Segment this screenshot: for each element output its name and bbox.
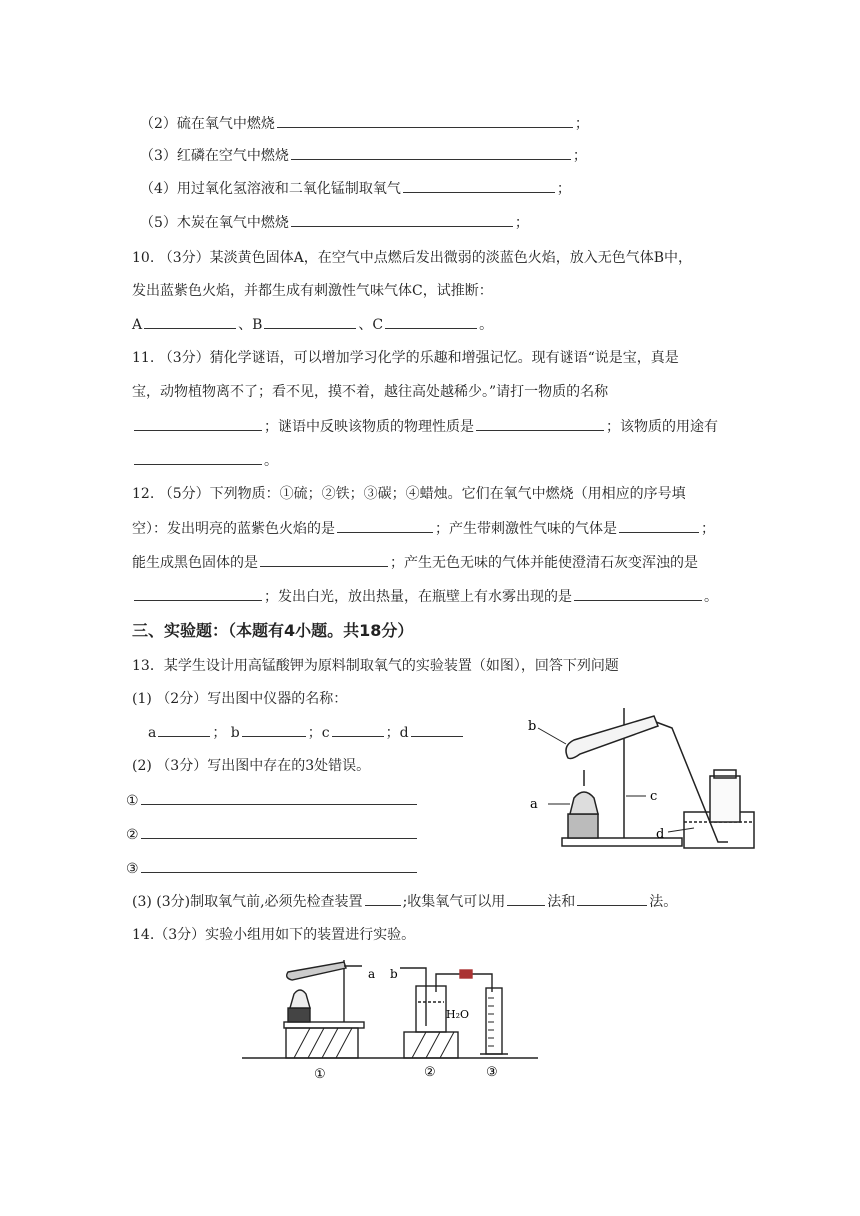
q12-line1: 12. （5分）下列物质：①硫；②铁；③碳；④蜡烛。它们在氧气中燃烧（用相应的序号填 xyxy=(132,486,686,502)
alcohol-lamp-2 xyxy=(290,990,310,1008)
answer-blank[interactable] xyxy=(337,518,433,533)
q11-line2: 宝，动物植物离不了；看不见，摸不着，越往高处越稀少。”请打一物质的名称 xyxy=(132,384,609,400)
stand-base-1 xyxy=(284,1022,364,1028)
q11-line4: 。 xyxy=(132,450,278,471)
q13-stem: 13．某学生设计用高锰酸钾为原料制取氧气的实验装置（如图），回答下列问题 xyxy=(132,658,619,674)
q13-error-1: ① xyxy=(126,790,419,811)
answer-blank[interactable] xyxy=(507,891,545,906)
hatching-1 xyxy=(294,1028,352,1058)
answer-blank[interactable] xyxy=(134,586,262,601)
block-2 xyxy=(404,1032,458,1058)
q13-error-3: ③ xyxy=(126,858,419,879)
section-title: 三、实验题：（本题有4小题。共18分） xyxy=(132,621,414,640)
fig-label-a: a xyxy=(368,967,376,981)
answer-blank-c[interactable] xyxy=(385,314,477,329)
q12-line3: 能生成黑色固体的是 ；产生无色无味的气体并能使澄清石灰变浑浊的是 xyxy=(132,552,698,573)
answer-blank-b[interactable] xyxy=(264,314,356,329)
answer-blank[interactable] xyxy=(403,178,555,193)
answer-blank[interactable] xyxy=(141,824,417,839)
answer-blank-a[interactable] xyxy=(144,314,236,329)
answer-blank[interactable] xyxy=(291,212,513,227)
q13-part1-answers: a ； b ；c ；d xyxy=(148,722,465,743)
answer-blank-d[interactable] xyxy=(411,722,463,737)
answer-blank[interactable] xyxy=(476,416,604,431)
q9-item-5: （5）木炭在氧气中燃烧 ； xyxy=(140,212,529,233)
gas-measuring-apparatus-figure xyxy=(240,952,540,1082)
fig-label-d: d xyxy=(656,827,665,842)
lamp-block xyxy=(288,1008,310,1022)
answer-blank-a[interactable] xyxy=(158,722,210,737)
answer-blank[interactable] xyxy=(134,450,262,465)
answer-blank[interactable] xyxy=(277,113,573,128)
answer-blank[interactable] xyxy=(134,416,262,431)
answer-blank[interactable] xyxy=(291,145,571,160)
q9-item-4: （4）用过氧化氢溶液和二氧化锰制取氧气 ； xyxy=(140,178,571,199)
q13-part2: (2) （3分）写出图中存在的3处错误。 xyxy=(132,758,371,774)
answer-blank-b[interactable] xyxy=(242,722,306,737)
wood-block xyxy=(568,814,598,838)
q10-answers: A 、B 、C 。 xyxy=(132,314,493,335)
answer-blank-c[interactable] xyxy=(332,722,384,737)
q9-item-2: （2）硫在氧气中燃烧 ； xyxy=(140,113,589,134)
rubber-joint xyxy=(460,970,472,978)
fig-label-2: ② xyxy=(424,1065,436,1080)
q10-line1: 10. （3分）某淡黄色固体A，在空气中点燃后发出微弱的淡蓝色火焰，放入无色气体B中， xyxy=(132,250,693,266)
fig-label-c: c xyxy=(650,789,658,804)
q12-line2: 空）：发出明亮的蓝紫色火焰的是 ；产生带刺激性气味的气体是 ； xyxy=(132,518,715,539)
q13-part3: (3) (3分)制取氧气前,必须先检查装置 ;收集氧气可以用 法和 法。 xyxy=(132,891,677,912)
answer-blank[interactable] xyxy=(260,552,388,567)
wash-bottle xyxy=(416,986,446,1032)
q11-line3: ；谜语中反映该物质的物理性质是 ；该物质的用途有 xyxy=(132,416,718,437)
answer-blank[interactable] xyxy=(365,891,401,906)
test-tube-2 xyxy=(287,962,346,980)
hatching-2 xyxy=(412,1032,454,1058)
cylinder-marks xyxy=(488,998,494,1046)
alcohol-lamp xyxy=(570,792,598,814)
q11-line1: 11. （3分）猜化学谜语，可以增加学习化学的乐趣和增强记忆。现有谜语“说是宝，真是 xyxy=(132,350,679,366)
fig-label-a: a xyxy=(530,797,538,812)
answer-blank[interactable] xyxy=(619,518,699,533)
tube-b-in xyxy=(400,968,426,1026)
fig-label-1: ① xyxy=(314,1067,326,1082)
oxygen-apparatus-figure xyxy=(522,700,762,855)
fig-label-b: b xyxy=(528,719,537,734)
fig-label-3: ③ xyxy=(486,1065,498,1080)
collection-bottle xyxy=(710,776,740,822)
q9-item-3: （3）红磷在空气中燃烧 ； xyxy=(140,145,587,166)
answer-blank[interactable] xyxy=(574,586,702,601)
q14-stem: 14.（3分）实验小组用如下的装置进行实验。 xyxy=(132,927,416,943)
test-tube xyxy=(566,716,658,759)
q12-line4: ；发出白光，放出热量，在瓶壁上有水雾出现的是 。 xyxy=(132,586,718,607)
q10-line2: 发出蓝紫色火焰，并都生成有刺激性气味气体C，试推断： xyxy=(132,283,493,299)
fig-label-b: b xyxy=(390,967,398,981)
answer-blank[interactable] xyxy=(141,790,417,805)
fig-label-water: H₂O xyxy=(446,1008,470,1021)
q13-part1: (1) （2分）写出图中仪器的名称： xyxy=(132,691,348,707)
leader-d xyxy=(668,828,694,832)
leader-b xyxy=(538,728,566,744)
q13-error-2: ② xyxy=(126,824,419,845)
answer-blank[interactable] xyxy=(577,891,647,906)
answer-blank[interactable] xyxy=(141,858,417,873)
